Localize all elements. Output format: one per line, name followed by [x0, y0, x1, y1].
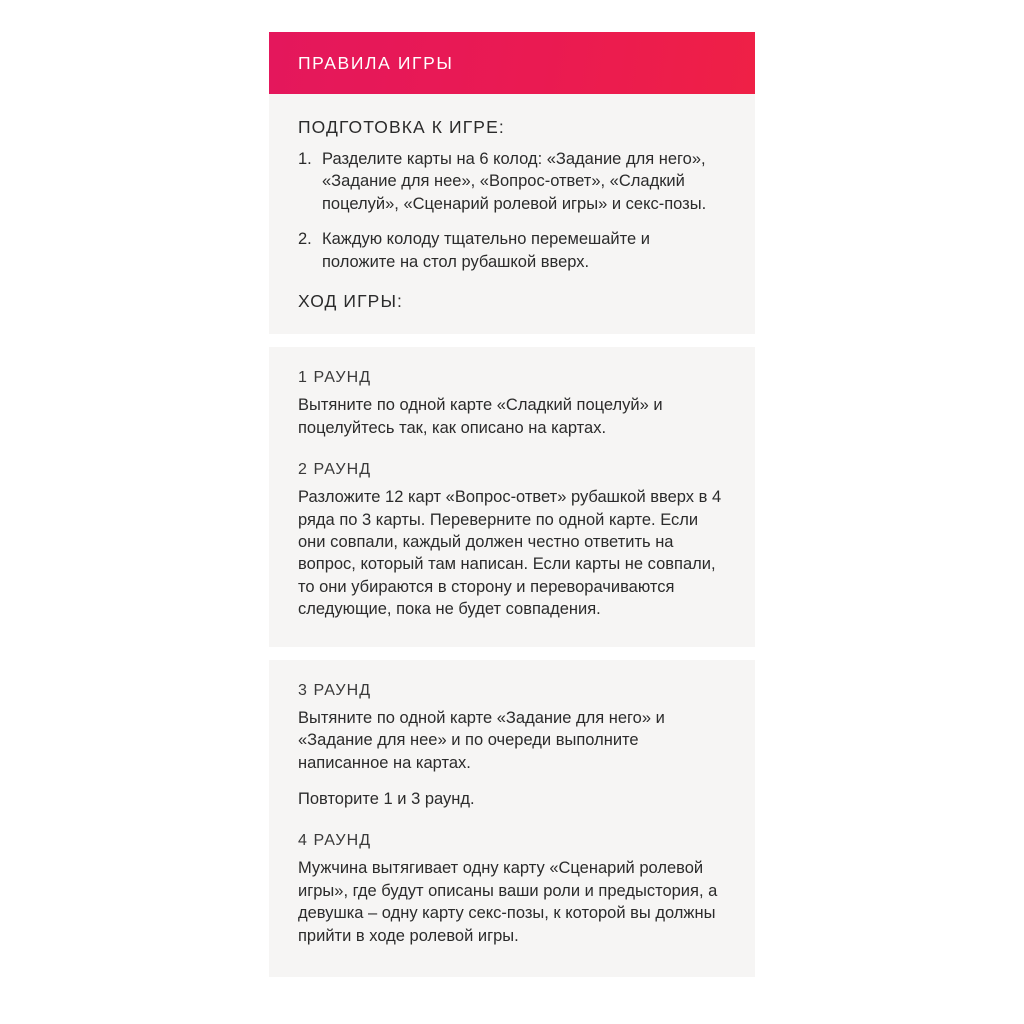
round-body: Вытяните по одной карте «Задание для него» и «Задание для нее» и по очереди выполните написанное на картах. — [298, 708, 665, 772]
round-block — [298, 832, 726, 947]
round-block — [298, 461, 726, 621]
rules-card — [269, 32, 755, 994]
round-body: Вытяните по одной карте «Сладкий поцелуй» и поцелуйтесь так, как описано на картах. — [298, 396, 663, 437]
divider-gap-one — [269, 334, 755, 347]
divider-gap-two — [269, 647, 755, 660]
rules-banner — [269, 32, 755, 94]
round-body-extra: Повторите 1 и 3 раунд. — [298, 790, 475, 808]
step-number: 2. — [298, 230, 312, 249]
banner-title: ПРАВИЛА ИГРЫ — [298, 52, 454, 73]
round-title: 1 РАУНД — [298, 369, 372, 387]
rounds-section-one — [269, 347, 755, 647]
list-item — [298, 148, 726, 215]
round-block — [298, 369, 726, 439]
round-body: Разложите 12 карт «Вопрос-ответ» рубашкой вверх в 4 ряда по 3 карты. Переверните по одной карте. Если они совпали, каждый должен честно ответить на вопрос, который там написан. Если карты не совпали, то они убираются в сторону и переворачиваются следующие, пока не будет совпадения. — [298, 488, 722, 619]
round-title: 3 РАУНД — [298, 681, 372, 699]
preparation-steps — [298, 148, 726, 273]
round-title: 2 РАУНД — [298, 461, 372, 479]
preparation-heading: ПОДГОТОВКА К ИГРЕ: — [298, 117, 505, 137]
round-body: Мужчина вытягивает одну карту «Сценарий ролевой игры», где будут описаны ваши роли и предыстория, а девушка – одну карту секс-позы, к которой вы должны прийти в ходе ролевой игры. — [298, 859, 718, 945]
course-heading: ХОД ИГРЫ: — [298, 291, 404, 312]
step-text: Разделите карты на 6 колод: «Задание для него», «Задание для нее», «Вопрос-ответ», «Сладкий поцелуй», «Сценарий ролевой игры» и секс-позы. — [322, 150, 707, 213]
step-number: 1. — [298, 150, 312, 168]
step-text: Каждую колоду тщательно перемешайте и положите на стол рубашкой вверх. — [322, 230, 650, 271]
preparation-section — [269, 94, 755, 334]
round-block — [298, 682, 726, 811]
list-item — [298, 228, 726, 273]
rounds-section-two — [269, 660, 755, 978]
bottom-spacer — [269, 977, 755, 994]
round-title: 4 РАУНД — [298, 832, 372, 850]
